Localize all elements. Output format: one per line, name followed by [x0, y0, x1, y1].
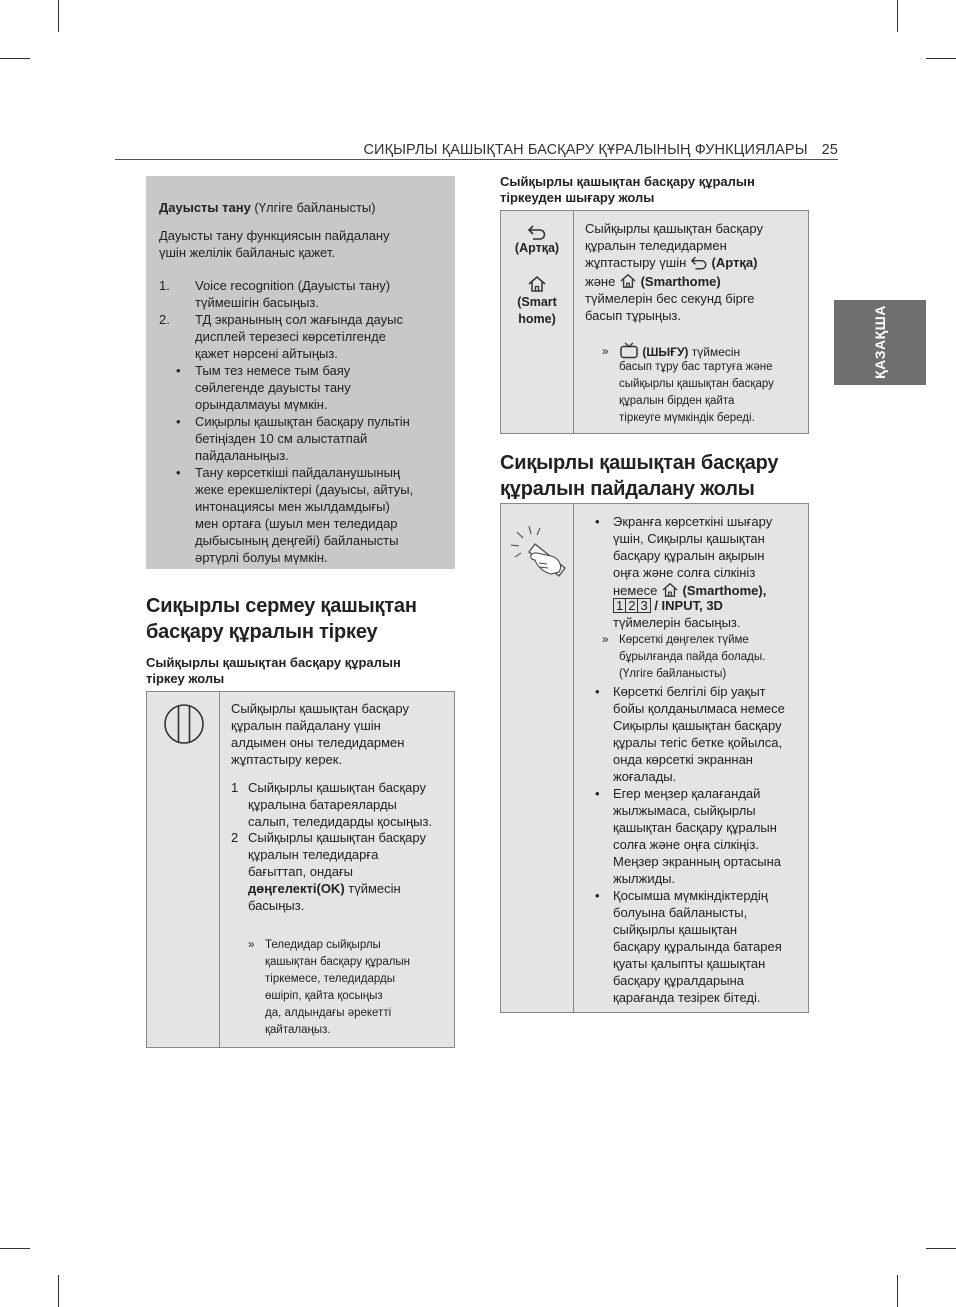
note-line: бұрылғанда пайда болады.	[619, 651, 766, 663]
note-line: басып тұру бас тартуға және	[619, 361, 773, 373]
step-line: Voice recognition (Дауысты тану)	[195, 278, 391, 293]
deregister-line: түймелерін бес секунд бірге	[585, 291, 755, 306]
deregister-line: жұптастыру үшін (Артқа)	[585, 255, 758, 270]
usage-line: басқару құралында батарея	[613, 939, 782, 954]
note-line: (Үлгіге байланысты)	[619, 668, 727, 680]
step-line: салып, теледидарды қосыңыз.	[248, 814, 433, 829]
deregister-subheading: Сыйқырлы қашықтан басқару құралын	[500, 174, 755, 189]
bullet-line: мен ортаға (шуыл мен теледидар	[195, 516, 398, 531]
page-number: 25	[821, 142, 838, 158]
bullet-line: интонациясы мен жылдамдығы)	[195, 499, 390, 514]
shake-remote-icon	[507, 522, 571, 578]
bullet-line: жеке ерекшеліктері (дауысы, айтуы,	[195, 482, 414, 497]
register-heading: басқару құралын тіркеу	[146, 621, 378, 643]
step-line: түймешігін басыңыз.	[195, 295, 319, 310]
step-line: құралына батареяларды	[248, 797, 397, 812]
bullet-line: пайдаланыңыз.	[195, 448, 289, 463]
table-divider	[219, 692, 220, 1047]
step-number: 2.	[159, 312, 170, 327]
usage-line: Егер меңзер қалағандай	[613, 786, 761, 801]
home-icon	[661, 582, 679, 598]
usage-line: Қосымша мүмкіндіктердің	[613, 888, 768, 903]
usage-line: оңға және солға сілкініз	[613, 565, 756, 580]
smart-home-label: (Smart	[517, 295, 557, 309]
usage-line: Сиқырлы қашықтан басқару	[613, 718, 782, 733]
usage-line: басқару құралын ақырын	[613, 548, 765, 563]
number-key-1: 1	[613, 598, 626, 613]
crop-mark	[897, 1275, 898, 1307]
usage-line: жоғалады.	[613, 769, 677, 784]
note-mark: »	[602, 346, 609, 358]
step-line: дөңгелекті(OK) түймесін	[248, 881, 401, 896]
note-line: қашықтан басқару құралын	[265, 956, 411, 968]
crop-mark	[58, 0, 59, 32]
voice-intro-line: үшін желілік байланыс қажет.	[159, 245, 335, 260]
step-line: ТД экранының сол жағында дауыс	[195, 312, 403, 327]
step-line: қажет нәрсені айтыңыз.	[195, 346, 338, 361]
home-icon	[619, 273, 637, 289]
bullet-mark: •	[595, 786, 600, 801]
usage-line: бойы қолданылмаса немесе	[613, 701, 785, 716]
bullet-line: Тым тез немесе тым баяу	[195, 363, 351, 378]
usage-line: басқару құралдарына	[613, 973, 745, 988]
register-intro-line: Сыйқырлы қашықтан басқару	[231, 701, 409, 716]
register-heading: Сиқырлы сермеу қашықтан	[146, 595, 417, 617]
table-divider	[573, 211, 574, 433]
deregister-table	[500, 210, 809, 434]
usage-line: сыйқырлы қашықтан	[613, 922, 738, 937]
voice-intro-line: Дауысты тану функциясын пайдалану	[159, 228, 390, 243]
usage-line: Экранға көрсеткіні шығару	[613, 514, 773, 529]
back-icon	[690, 255, 708, 270]
voice-box-title: Дауысты тану (Үлгіге байланысты)	[159, 200, 376, 215]
bullet-line: Сиқырлы қашықтан басқару пультін	[195, 414, 410, 429]
usage-line: немесе (Smarthome),	[613, 583, 767, 598]
exit-icon	[619, 342, 639, 359]
step-line: Сыйқырлы қашықтан басқару	[248, 780, 426, 795]
register-table	[146, 691, 455, 1048]
usage-line: Меңзер экранның ортасына	[613, 854, 782, 869]
usage-line: қашықтан басқару құралын	[613, 820, 777, 835]
register-intro-line: құралын пайдалану үшін	[231, 718, 381, 733]
usage-table	[500, 503, 809, 1013]
usage-line: онда көрсеткі экраннан	[613, 752, 753, 767]
usage-line: жылжымаса, сыйқырлы	[613, 803, 756, 818]
usage-line: солға және оңға сілкіңіз.	[613, 837, 759, 852]
crop-mark	[0, 1248, 30, 1249]
note-mark: »	[248, 939, 255, 951]
deregister-line: және (Smarthome)	[585, 274, 721, 289]
language-tab	[834, 300, 926, 385]
deregister-line: Сыйқырлы қашықтан басқару	[585, 221, 763, 236]
note-line: да, алдындағы әрекетті	[265, 1007, 392, 1019]
page-header	[115, 142, 838, 158]
usage-heading: Сиқырлы қашықтан басқару	[500, 452, 779, 474]
voice-recognition-box	[146, 176, 455, 569]
usage-line: құралы тегіс бетке қойылса,	[613, 735, 783, 750]
step-line: басыңыз.	[248, 898, 305, 913]
step-line: бағыттап, ондағы	[248, 864, 354, 879]
wheel-ok-icon	[163, 703, 205, 745]
deregister-line: құралын теледидармен	[585, 238, 727, 253]
crop-mark	[0, 58, 30, 59]
register-subheading: Сыйқырлы қашықтан басқару құралын	[146, 655, 401, 670]
crop-mark	[926, 58, 956, 59]
home-icon	[527, 275, 547, 293]
bullet-line: бетіңізден 10 см алыстатпай	[195, 431, 368, 446]
bullet-mark: •	[595, 888, 600, 903]
back-label: (Артқа)	[514, 241, 560, 255]
note-line: Көрсеткі дөңгелек түйме	[619, 634, 749, 646]
bullet-mark: •	[595, 514, 600, 529]
back-icon	[527, 224, 547, 240]
note-mark: »	[602, 634, 609, 646]
table-divider	[573, 504, 574, 1012]
step-number: 2	[231, 830, 239, 845]
note-line: (ШЫҒУ) түймесін	[619, 342, 740, 361]
step-number: 1	[231, 780, 239, 795]
header-title: СИҚЫРЛЫ ҚАШЫҚТАН БАСҚАРУ ҚҰРАЛЫНЫҢ ФУНКЦИЯЛАРЫ	[363, 142, 808, 158]
note-line: тіркеуге мүмкіндік береді.	[619, 412, 755, 424]
language-tab-label: ҚАЗАҚША	[872, 305, 888, 379]
note-line: өшіріп, қайта қосыңыз	[265, 990, 383, 1002]
usage-line: жылжиды.	[613, 871, 676, 886]
step-line: дисплей терезесі көрсетілгенде	[195, 329, 386, 344]
number-key-2: 2	[626, 598, 638, 613]
usage-line: 1 2 3 / INPUT, 3D	[613, 598, 723, 615]
usage-line: түймелерін басыңыз.	[613, 615, 741, 630]
step-number: 1.	[159, 278, 170, 293]
bullet-line: орындалмауы мүмкін.	[195, 397, 328, 412]
step-line: құралын теледидарға	[248, 847, 379, 862]
bullet-line: әртүрлі болуы мүмкін.	[195, 550, 328, 565]
crop-mark	[58, 1275, 59, 1307]
usage-line: болуына байланысты,	[613, 905, 748, 920]
crop-mark	[926, 1248, 956, 1249]
note-line: Теледидар сыйқырлы	[265, 939, 381, 951]
usage-line: Көрсеткі белгілі бір уақыт	[613, 684, 766, 699]
bullet-line: сөйлегенде дауысты тану	[195, 380, 351, 395]
register-subheading: тіркеу жолы	[146, 671, 225, 686]
3d-label: 3D	[706, 598, 723, 613]
step-line: Сыйқырлы қашықтан басқару	[248, 830, 426, 845]
header-rule	[115, 159, 838, 160]
bullet-mark: •	[595, 684, 600, 699]
register-intro-line: алдымен оны теледидармен	[231, 735, 405, 750]
smart-home-label: home)	[518, 312, 556, 326]
note-line: тіркемесе, теледидарды	[265, 973, 395, 985]
usage-heading: құралын пайдалану жолы	[500, 478, 755, 500]
bullet-mark: •	[176, 414, 181, 429]
usage-line: қарағанда тезірек бітеді.	[613, 990, 761, 1005]
note-line: құралын бірден қайта	[619, 395, 735, 407]
usage-line: қуаты қалыпты қашықтан	[613, 956, 766, 971]
deregister-line: басып тұрыңыз.	[585, 308, 681, 323]
note-line: сыйқырлы қашықтан басқару	[619, 378, 774, 390]
bullet-line: дыбысының деңгейі) байланысты	[195, 533, 399, 548]
usage-line: үшін, Сиқырлы қашықтан	[613, 531, 765, 546]
crop-mark	[897, 0, 898, 32]
deregister-subheading: тіркеуден шығару жолы	[500, 190, 655, 205]
bullet-mark: •	[176, 465, 181, 480]
note-line: қайталаңыз.	[265, 1024, 331, 1036]
register-intro-line: жұптастыру керек.	[231, 752, 343, 767]
bullet-mark: •	[176, 363, 181, 378]
number-key-3: 3	[638, 598, 650, 613]
bullet-line: Тану көрсеткіші пайдаланушының	[195, 465, 401, 480]
